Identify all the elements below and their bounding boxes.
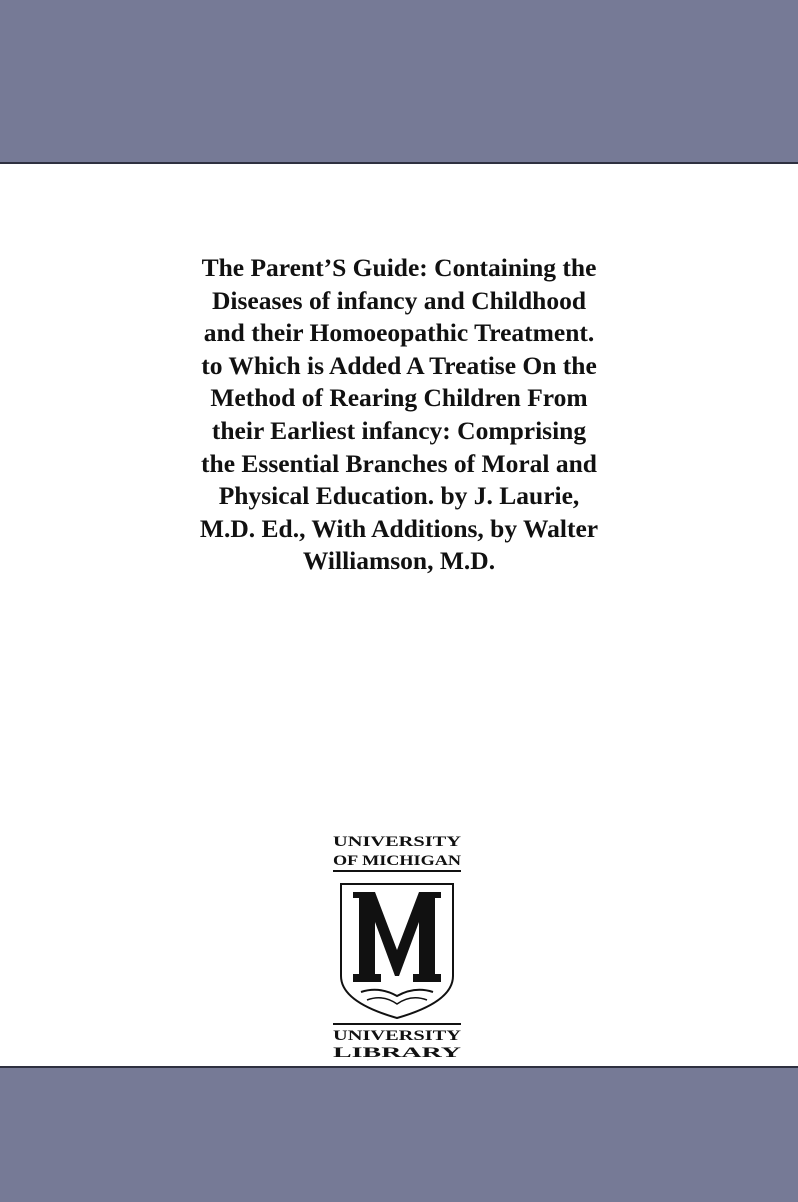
- book-page-line: [367, 998, 427, 1004]
- logo-text-of-michigan: OF MICHIGAN: [333, 853, 462, 869]
- book-title: [110, 252, 688, 578]
- title-line: Diseases of infancy and Childhood: [211, 285, 587, 315]
- logo-text-university: UNIVERSITY: [333, 834, 462, 850]
- title-line: The Parent’S Guide: Containing the: [201, 253, 597, 282]
- title-line: Williamson, M.D.: [302, 546, 496, 576]
- title-line: the Essential Branches of Moral and: [201, 448, 597, 478]
- title-line: M.D. Ed., With Additions, by Walter: [199, 513, 599, 543]
- bottom-color-band: [0, 1066, 798, 1202]
- top-color-band: [0, 0, 798, 164]
- university-of-michigan-library-logo: [327, 826, 467, 1060]
- logo-text-university-lower: UNIVERSITY: [333, 1028, 462, 1044]
- title-line: to Which is Added A Treatise On the: [201, 350, 597, 380]
- logo-text-library: LIBRARY: [333, 1045, 462, 1060]
- title-line: their Earliest infancy: Comprising: [211, 415, 587, 445]
- library-seal-icon: [327, 826, 467, 1060]
- title-line: Method of Rearing Children From: [210, 383, 588, 413]
- book-icon: [361, 990, 433, 996]
- title-line: and their Homoeopathic Treatment.: [203, 318, 595, 348]
- title-line: Physical Education. by J. Laurie,: [218, 481, 580, 511]
- block-m-glyph: [353, 892, 441, 982]
